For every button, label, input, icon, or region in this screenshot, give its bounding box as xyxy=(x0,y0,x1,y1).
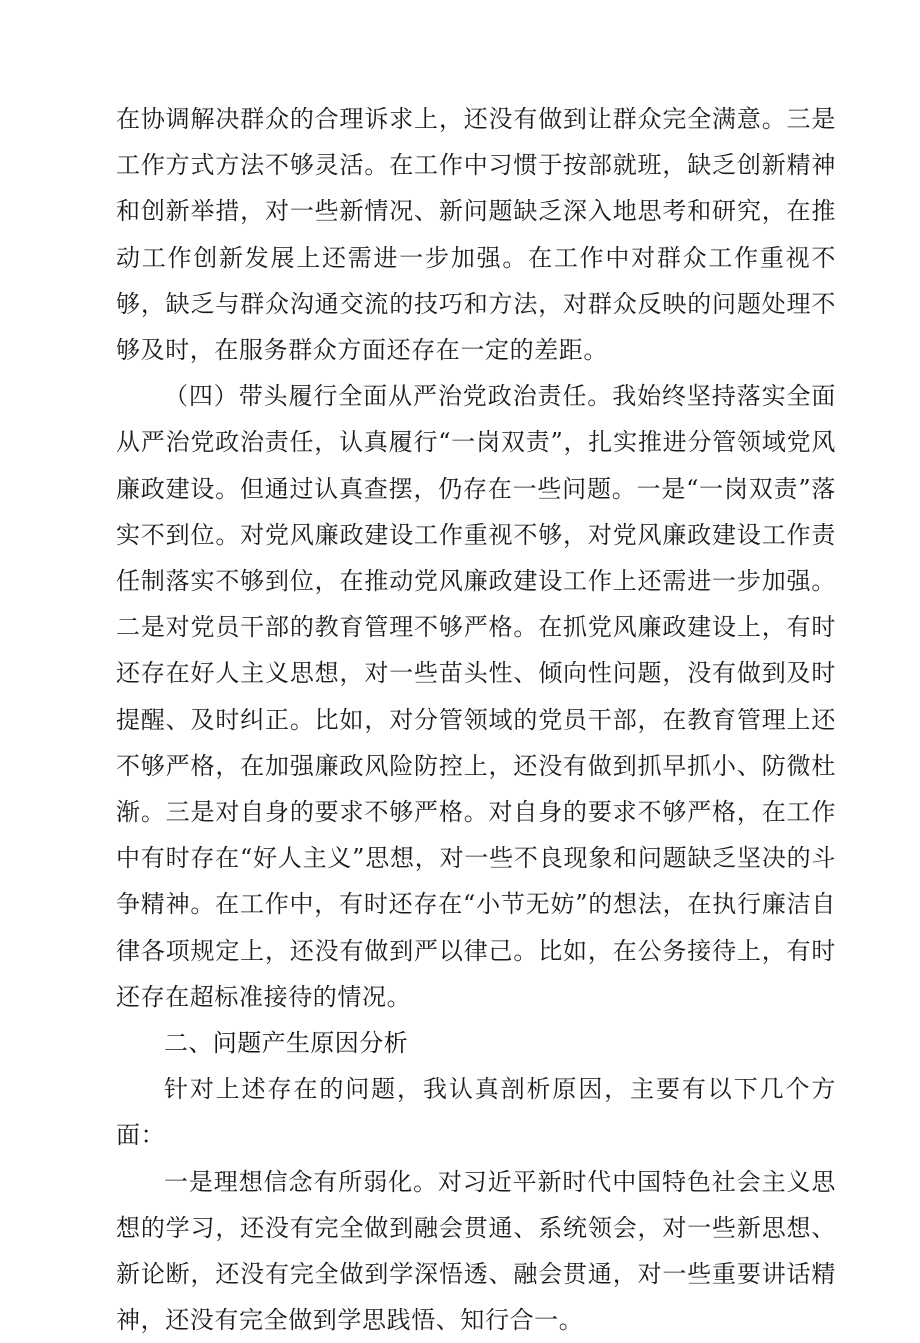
paragraph-party-responsibility: （四）带头履行全面从严治党政治责任。我始终坚持落实全面从严治党政治责任，认真履行“一岗双责”，扎实推进分管领域党风廉政建设。但通过认真查摆，仍存在一些问题。一是“一岗双责”落实不到位。对党风廉政建设工作重视不够，对党风廉政建设工作责任制落实不够到位，在推动党风廉政建设工作上还需进一步加强。二是对党员干部的教育管理不够严格。在抓党风廉政建设上，有时还存在好人主义思想，对一些苗头性、倾向性问题，没有做到及时提醒、及时纠正。比如，对分管领域的党员干部，在教育管理上还不够严格，在加强廉政风险防控上，还没有做到抓早抓小、防微杜渐。三是对自身的要求不够严格。对自身的要求不够严格，在工作中有时存在“好人主义”思想，对一些不良现象和问题缺乏坚决的斗争精神。在工作中，有时还存在“小节无妨”的想法，在执行廉洁自律各项规定上，还没有做到严以律己。比如，在公务接待上，有时还存在超标准接待的情况。 xyxy=(116,382,836,1011)
paragraph-cause-intro: 针对上述存在的问题，我认真剖析原因，主要有以下几个方面： xyxy=(116,1075,836,1150)
document-body xyxy=(116,96,836,1343)
section-heading-cause-analysis: 二、问题产生原因分析 xyxy=(164,1029,408,1058)
paragraph-ideals-beliefs: 一是理想信念有所弱化。对习近平新时代中国特色社会主义思想的学习，还没有完全做到融会贯通、系统领会，对一些新思想、新论断，还没有完全做到学深悟透、融会贯通，对一些重要讲话精神，还没有完全做到学思践悟、知行合一。 xyxy=(116,1167,836,1335)
paragraph-work-methods: 在协调解决群众的合理诉求上，还没有做到让群众完全满意。三是工作方式方法不够灵活。在工作中习惯于按部就班，缺乏创新精神和创新举措，对一些新情况、新问题缺乏深入地思考和研究，在推动工作创新发展上还需进一步加强。在工作中对群众工作重视不够，缺乏与群众沟通交流的技巧和方法，对群众反映的问题处理不够及时，在服务群众方面还存在一定的差距。 xyxy=(116,105,836,365)
